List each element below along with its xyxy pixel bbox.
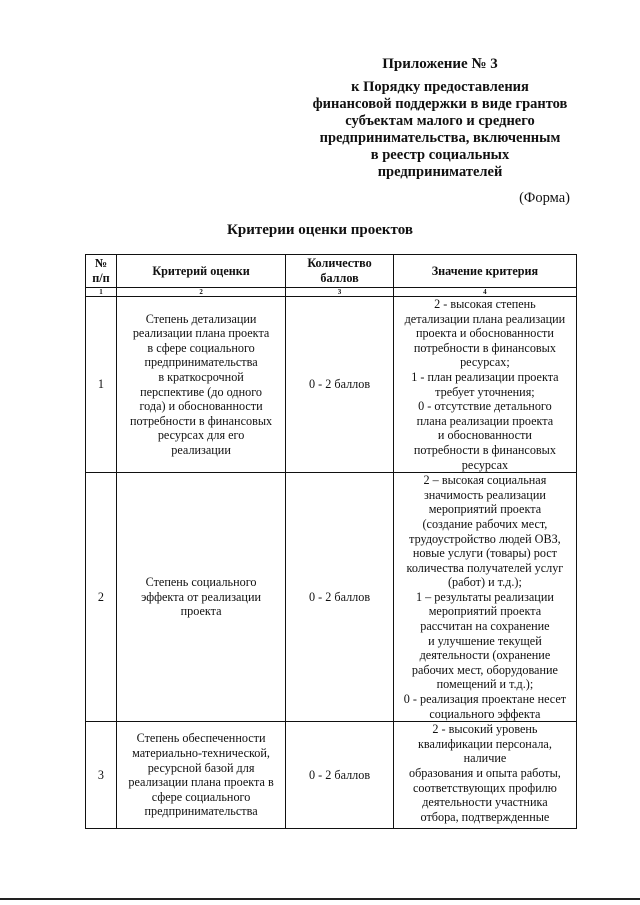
- column-number: 4: [393, 288, 576, 297]
- value-line: 1 – результаты реализации: [415, 589, 554, 604]
- value-line: и улучшение текущей: [428, 633, 542, 648]
- header-line: субъектам малого и среднего: [345, 113, 535, 129]
- row-number: 3: [86, 722, 117, 829]
- column-number: 1: [86, 288, 117, 297]
- value-line: деятельности участника: [422, 795, 548, 810]
- value-line: соответствующих профилю: [412, 780, 557, 795]
- value-line: детализации плана реализации: [404, 311, 566, 326]
- value-line: социального эффекта: [429, 706, 541, 721]
- header-line: финансовой поддержки в виде грантов: [312, 96, 568, 112]
- value-line: ресурсах;: [460, 355, 510, 370]
- row-value: [393, 297, 576, 473]
- criterion-line: сфере социального: [151, 789, 251, 804]
- criterion-line: Степень социального: [145, 575, 257, 590]
- row-criterion: [116, 297, 285, 473]
- value-line: потребности в финансовых: [413, 442, 556, 457]
- header-line: к Порядку предоставления: [351, 79, 529, 95]
- criterion-line: потребности в финансовых: [130, 413, 273, 428]
- value-line: 2 – высокая социальная: [423, 473, 547, 488]
- value-line: мероприятий проекта: [428, 604, 542, 619]
- header-points: Количество баллов: [286, 255, 394, 288]
- value-line: трудоустройство людей ОВЗ,: [409, 531, 561, 546]
- value-line: отбора, подтвержденные: [420, 809, 550, 824]
- table-row: [86, 722, 577, 829]
- row-points: 0 - 2 баллов: [286, 722, 394, 829]
- value-line: 0 - отсутствие детального: [418, 399, 552, 414]
- criterion-line: ресурсах для его: [157, 428, 245, 443]
- value-line: деятельности (охранение: [419, 648, 551, 663]
- appendix-title: Приложение № 3: [382, 56, 498, 72]
- criterion-line: материально-технической,: [132, 746, 270, 761]
- value-line: потребности в финансовых: [413, 340, 556, 355]
- column-number: 3: [286, 288, 394, 297]
- criterion-line: ресурсной базой для: [147, 760, 255, 775]
- row-value: [393, 473, 576, 722]
- value-line: помещений и т.д.);: [436, 677, 534, 692]
- table-row: [86, 473, 577, 722]
- value-line: (работ) и т.д.);: [447, 575, 522, 590]
- value-line: мероприятий проекта: [428, 502, 542, 517]
- row-criterion: [116, 722, 285, 829]
- criterion-line: Степень обеспеченности: [136, 731, 266, 746]
- header-line: предпринимателей: [377, 164, 503, 180]
- value-line: и обоснованности: [437, 428, 532, 443]
- criterion-line: предпринимательства: [144, 355, 258, 370]
- criterion-line: реализации плана проекта в: [128, 775, 274, 790]
- value-line: 1 - план реализации проекта: [411, 369, 559, 384]
- row-number: 1: [86, 297, 117, 473]
- header-num: № п/п: [86, 255, 117, 288]
- criterion-line: в краткосрочной: [158, 369, 244, 384]
- header-line: предпринимательства, включенным: [319, 130, 561, 146]
- value-line: наличие: [463, 751, 507, 766]
- criterion-line: проекта: [180, 604, 222, 619]
- criterion-line: реализации плана проекта: [132, 326, 270, 341]
- criterion-line: реализации: [171, 442, 231, 457]
- value-line: 2 - высокая степень: [434, 297, 536, 311]
- criterion-line: в сфере социального: [147, 340, 255, 355]
- criterion-line: эффекта от реализации: [141, 589, 261, 604]
- header-criterion: Критерий оценки: [116, 255, 285, 288]
- criterion-line: года) и обоснованности: [139, 399, 263, 414]
- value-line: требует уточнения;: [435, 384, 535, 399]
- criterion-line: Степень детализации: [145, 311, 257, 326]
- appendix-header: [305, 56, 575, 181]
- value-line: значимость реализации: [423, 487, 546, 502]
- row-points: 0 - 2 баллов: [286, 473, 394, 722]
- value-line: плана реализации проекта: [416, 413, 554, 428]
- document-title: Критерии оценки проектов: [227, 222, 413, 238]
- table-header-row: [86, 255, 577, 288]
- value-line: проекта и обоснованности: [415, 326, 554, 341]
- criterion-line: перспективе (до одного: [140, 384, 262, 399]
- row-value: [393, 722, 576, 829]
- form-label: (Форма): [519, 190, 570, 206]
- value-line: ресурсах: [461, 457, 509, 472]
- header-line: в реестр социальных: [370, 147, 510, 163]
- criterion-line: предпринимательства: [144, 804, 258, 819]
- row-number: 2: [86, 473, 117, 722]
- value-line: новые услуги (товары) рост: [412, 546, 558, 561]
- criteria-table: [85, 254, 577, 829]
- column-number: 2: [116, 288, 285, 297]
- value-line: рабочих мест, оборудование: [411, 662, 558, 677]
- value-line: 0 - реализация проектане несет: [403, 692, 567, 707]
- page-bottom-border: [0, 898, 640, 900]
- column-number-row: [86, 288, 577, 297]
- header-value: Значение критерия: [393, 255, 576, 288]
- value-line: образования и опыта работы,: [409, 766, 561, 780]
- table-row: [86, 297, 577, 473]
- value-line: 2 - высокий уровень: [432, 722, 538, 737]
- row-points: 0 - 2 баллов: [286, 297, 394, 473]
- value-line: количества получателей услуг: [406, 560, 564, 575]
- value-line: квалификации персонала,: [417, 736, 552, 751]
- value-line: рассчитан на сохранение: [420, 619, 550, 634]
- value-line: (создание рабочих мест,: [422, 516, 548, 531]
- row-criterion: [116, 473, 285, 722]
